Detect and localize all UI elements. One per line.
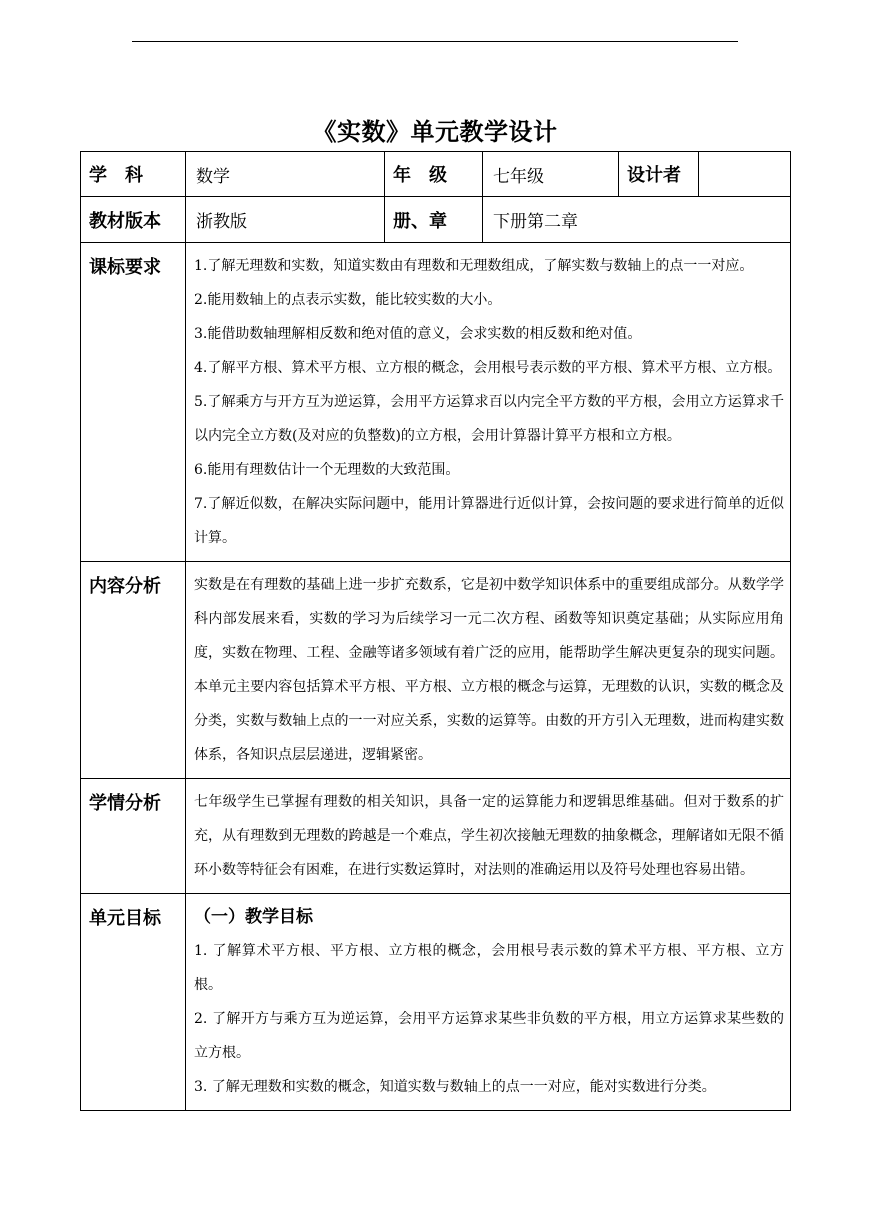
grade-label: 年 级 — [385, 152, 483, 197]
info-row-edition — [81, 197, 791, 243]
requirements-content — [186, 243, 791, 562]
page-title: 《实数》单元教学设计 — [312, 117, 558, 146]
requirement-item: 5.了解乘方与开方互为逆运算，会用平方运算求百以内完全平方数的平方根，会用立方运算求千以内完全立方数(及对应的负整数)的立方根，会用计算器计算平方根和立方根。 — [194, 394, 784, 444]
requirement-item: 4.了解平方根、算术平方根、立方根的概念，会用根号表示数的平方根、算术平方根、立方根。 — [194, 360, 782, 376]
content-analysis-text: 实数是在有理数的基础上进一步扩充数系，它是初中数学知识体系中的重要组成部分。从数学学科内部发展来看，实数的学习为后续学习一元二次方程、函数等知识奠定基础；从实际应用角度，实数在物理、工程、金融等诸多领域有着广泛的应用，能帮助学生解决更复杂的现实问题。本单元主要内容包括算术平方根、平方根、立方根的概念与运算，无理数的认识，实数的概念及分类，实数与数轴上点的一一对应关系，实数的运算等。由数的开方引入无理数，进而构建实数体系，各知识点层层递进，逻辑紧密。 — [194, 577, 784, 763]
edition-label: 教材版本 — [81, 197, 186, 243]
goal-item: 2. 了解开方与乘方互为逆运算，会用平方运算求某些非负数的平方根，用立方运算求某些数的立方根。 — [194, 1011, 784, 1061]
lesson-design-table — [80, 151, 791, 1111]
requirement-item: 1.了解无理数和实数，知道实数由有理数和无理数组成，了解实数与数轴上的点一一对应。 — [194, 258, 754, 274]
teaching-goals-heading: （一）教学目标 — [194, 907, 313, 927]
edition-value: 浙教版 — [186, 197, 385, 243]
subject-value: 数学 — [186, 152, 385, 197]
header-rule — [132, 41, 738, 42]
requirement-item: 3.能借助数轴理解相反数和绝对值的意义，会求实数的相反数和绝对值。 — [194, 326, 642, 342]
content-analysis-row — [81, 562, 791, 779]
unit-goals-label: 单元目标 — [81, 894, 186, 1111]
subject-label: 学 科 — [81, 152, 186, 197]
student-analysis-text: 七年级学生已掌握有理数的相关知识，具备一定的运算能力和逻辑思维基础。但对于数系的扩充，从有理数到无理数的跨越是一个难点，学生初次接触无理数的抽象概念，理解诸如无限不循环小数等特征会有困难，在进行实数运算时，对法则的准确运用以及符号处理也容易出错。 — [194, 794, 784, 878]
designer-value — [699, 152, 791, 197]
info-row-subject — [81, 152, 791, 197]
unit-goals-row — [81, 894, 791, 1111]
designer-label: 设计者 — [619, 152, 699, 197]
student-analysis-row — [81, 779, 791, 894]
requirements-label: 课标要求 — [81, 243, 186, 562]
volume-value: 下册第二章 — [483, 197, 791, 243]
goal-item: 3. 了解无理数和实数的概念，知道实数与数轴上的点一一对应，能对实数进行分类。 — [194, 1079, 716, 1095]
requirement-item: 2.能用数轴上的点表示实数，能比较实数的大小。 — [194, 292, 502, 308]
volume-label: 册、章 — [385, 197, 483, 243]
content-analysis-content — [186, 562, 791, 779]
unit-goals-content — [186, 894, 791, 1111]
grade-value: 七年级 — [483, 152, 619, 197]
goal-item: 1. 了解算术平方根、平方根、立方根的概念，会用根号表示数的算术平方根、平方根、立方根。 — [194, 943, 784, 993]
student-analysis-content — [186, 779, 791, 894]
requirement-item: 7.了解近似数，在解决实际问题中，能用计算器进行近似计算，会按问题的要求进行简单的近似计算。 — [194, 496, 784, 546]
requirement-item: 6.能用有理数估计一个无理数的大致范围。 — [194, 462, 460, 478]
student-analysis-label: 学情分析 — [81, 779, 186, 894]
content-analysis-label: 内容分析 — [81, 562, 186, 779]
requirements-row — [81, 243, 791, 562]
